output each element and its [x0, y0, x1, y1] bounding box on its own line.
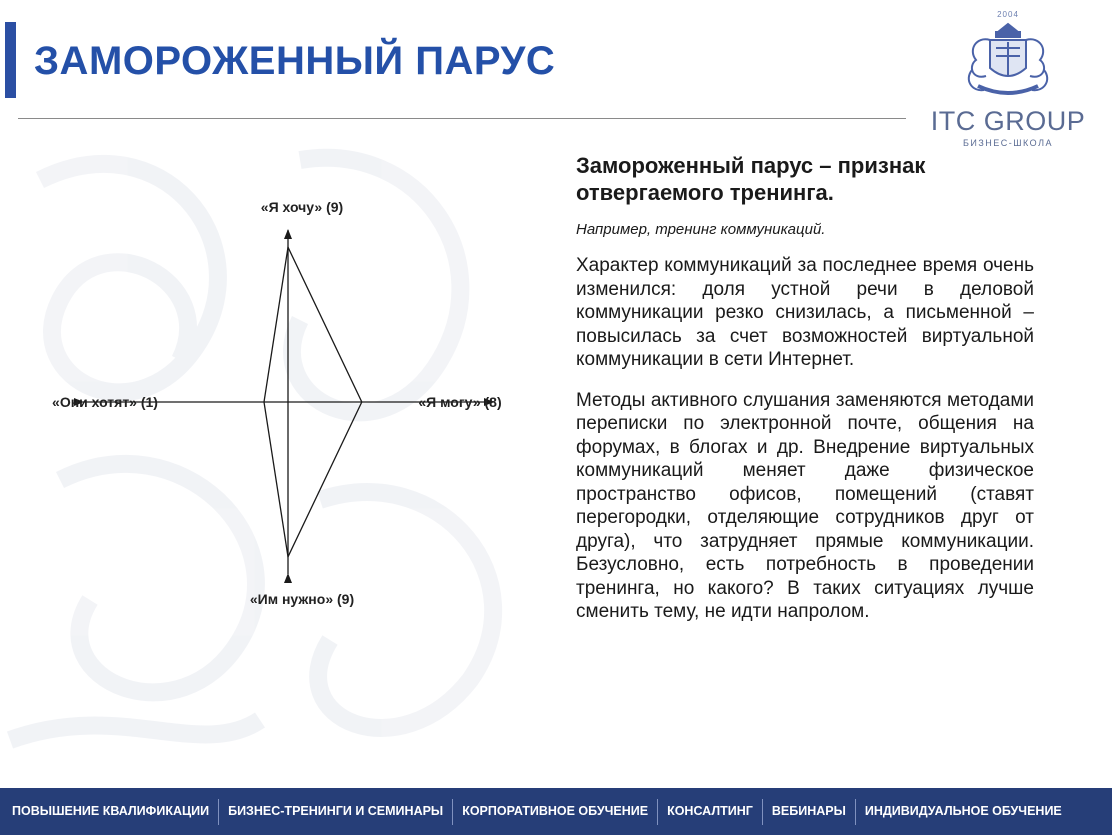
sail-diagram: [40, 195, 560, 607]
logo-year: 2004: [997, 10, 1019, 19]
footer-item-trainings[interactable]: БИЗНЕС-ТРЕНИНГИ И СЕМИНАРЫ: [228, 804, 444, 818]
content-heading: Замороженный парус – признак отвергаемого тренинга.: [576, 153, 926, 205]
company-logo: [928, 10, 1088, 155]
footer-item-corporate[interactable]: КОРПОРАТИВНОЕ ОБУЧЕНИЕ: [462, 804, 649, 818]
title-accent-bar: [5, 22, 16, 98]
label-left: «Они хотят» (1): [52, 394, 158, 410]
label-right: «Я могу» (8): [418, 394, 502, 410]
footer-item-qualification[interactable]: ПОВЫШЕНИЕ КВАЛИФИКАЦИИ: [12, 804, 210, 818]
footer-item-consulting[interactable]: КОНСАЛТИНГ: [667, 804, 753, 818]
content-paragraph-1: Характер коммуникаций за последнее время очень изменился: доля устной речи в деловой коммуникации резко снизилась, а письменной – повысилась за счет возможностей виртуальной коммуникации в сети Интернет.: [576, 255, 1034, 370]
footer-item-individual[interactable]: ИНДИВИДУАЛЬНОЕ ОБУЧЕНИЕ: [864, 804, 1062, 818]
content-paragraph-2: Методы активного слушания заменяются методами переписки по электронной почте, общения на форумах, в блогах и др. Внедрение виртуальных коммуникаций меняет даже физическое пространство офисов, помещений (ставят перегородки, отделяющие сотрудников друг от друга), что затрудняет прямые коммуникации. Безусловно, есть потребность в проведении тренинга, но какого? В таких ситуациях лучше сменить тему, не идти напролом.: [576, 389, 1034, 622]
logo-name: ITC GROUP: [930, 106, 1086, 136]
footer-nav: [0, 788, 1112, 835]
crest-icon: [958, 10, 1058, 105]
label-top: «Я хочу» (9): [260, 199, 344, 215]
logo-subtitle: БИЗНЕС-ШКОЛА: [962, 138, 1053, 148]
footer-item-webinars[interactable]: ВЕБИНАРЫ: [771, 804, 846, 818]
content-example: Например, тренинг коммуникаций.: [576, 221, 826, 238]
title-divider: [18, 118, 906, 119]
page-title: ЗАМОРОЖЕННЫЙ ПАРУС: [34, 39, 556, 83]
label-bottom: «Им нужно» (9): [249, 591, 355, 607]
content-column: [576, 152, 1034, 624]
